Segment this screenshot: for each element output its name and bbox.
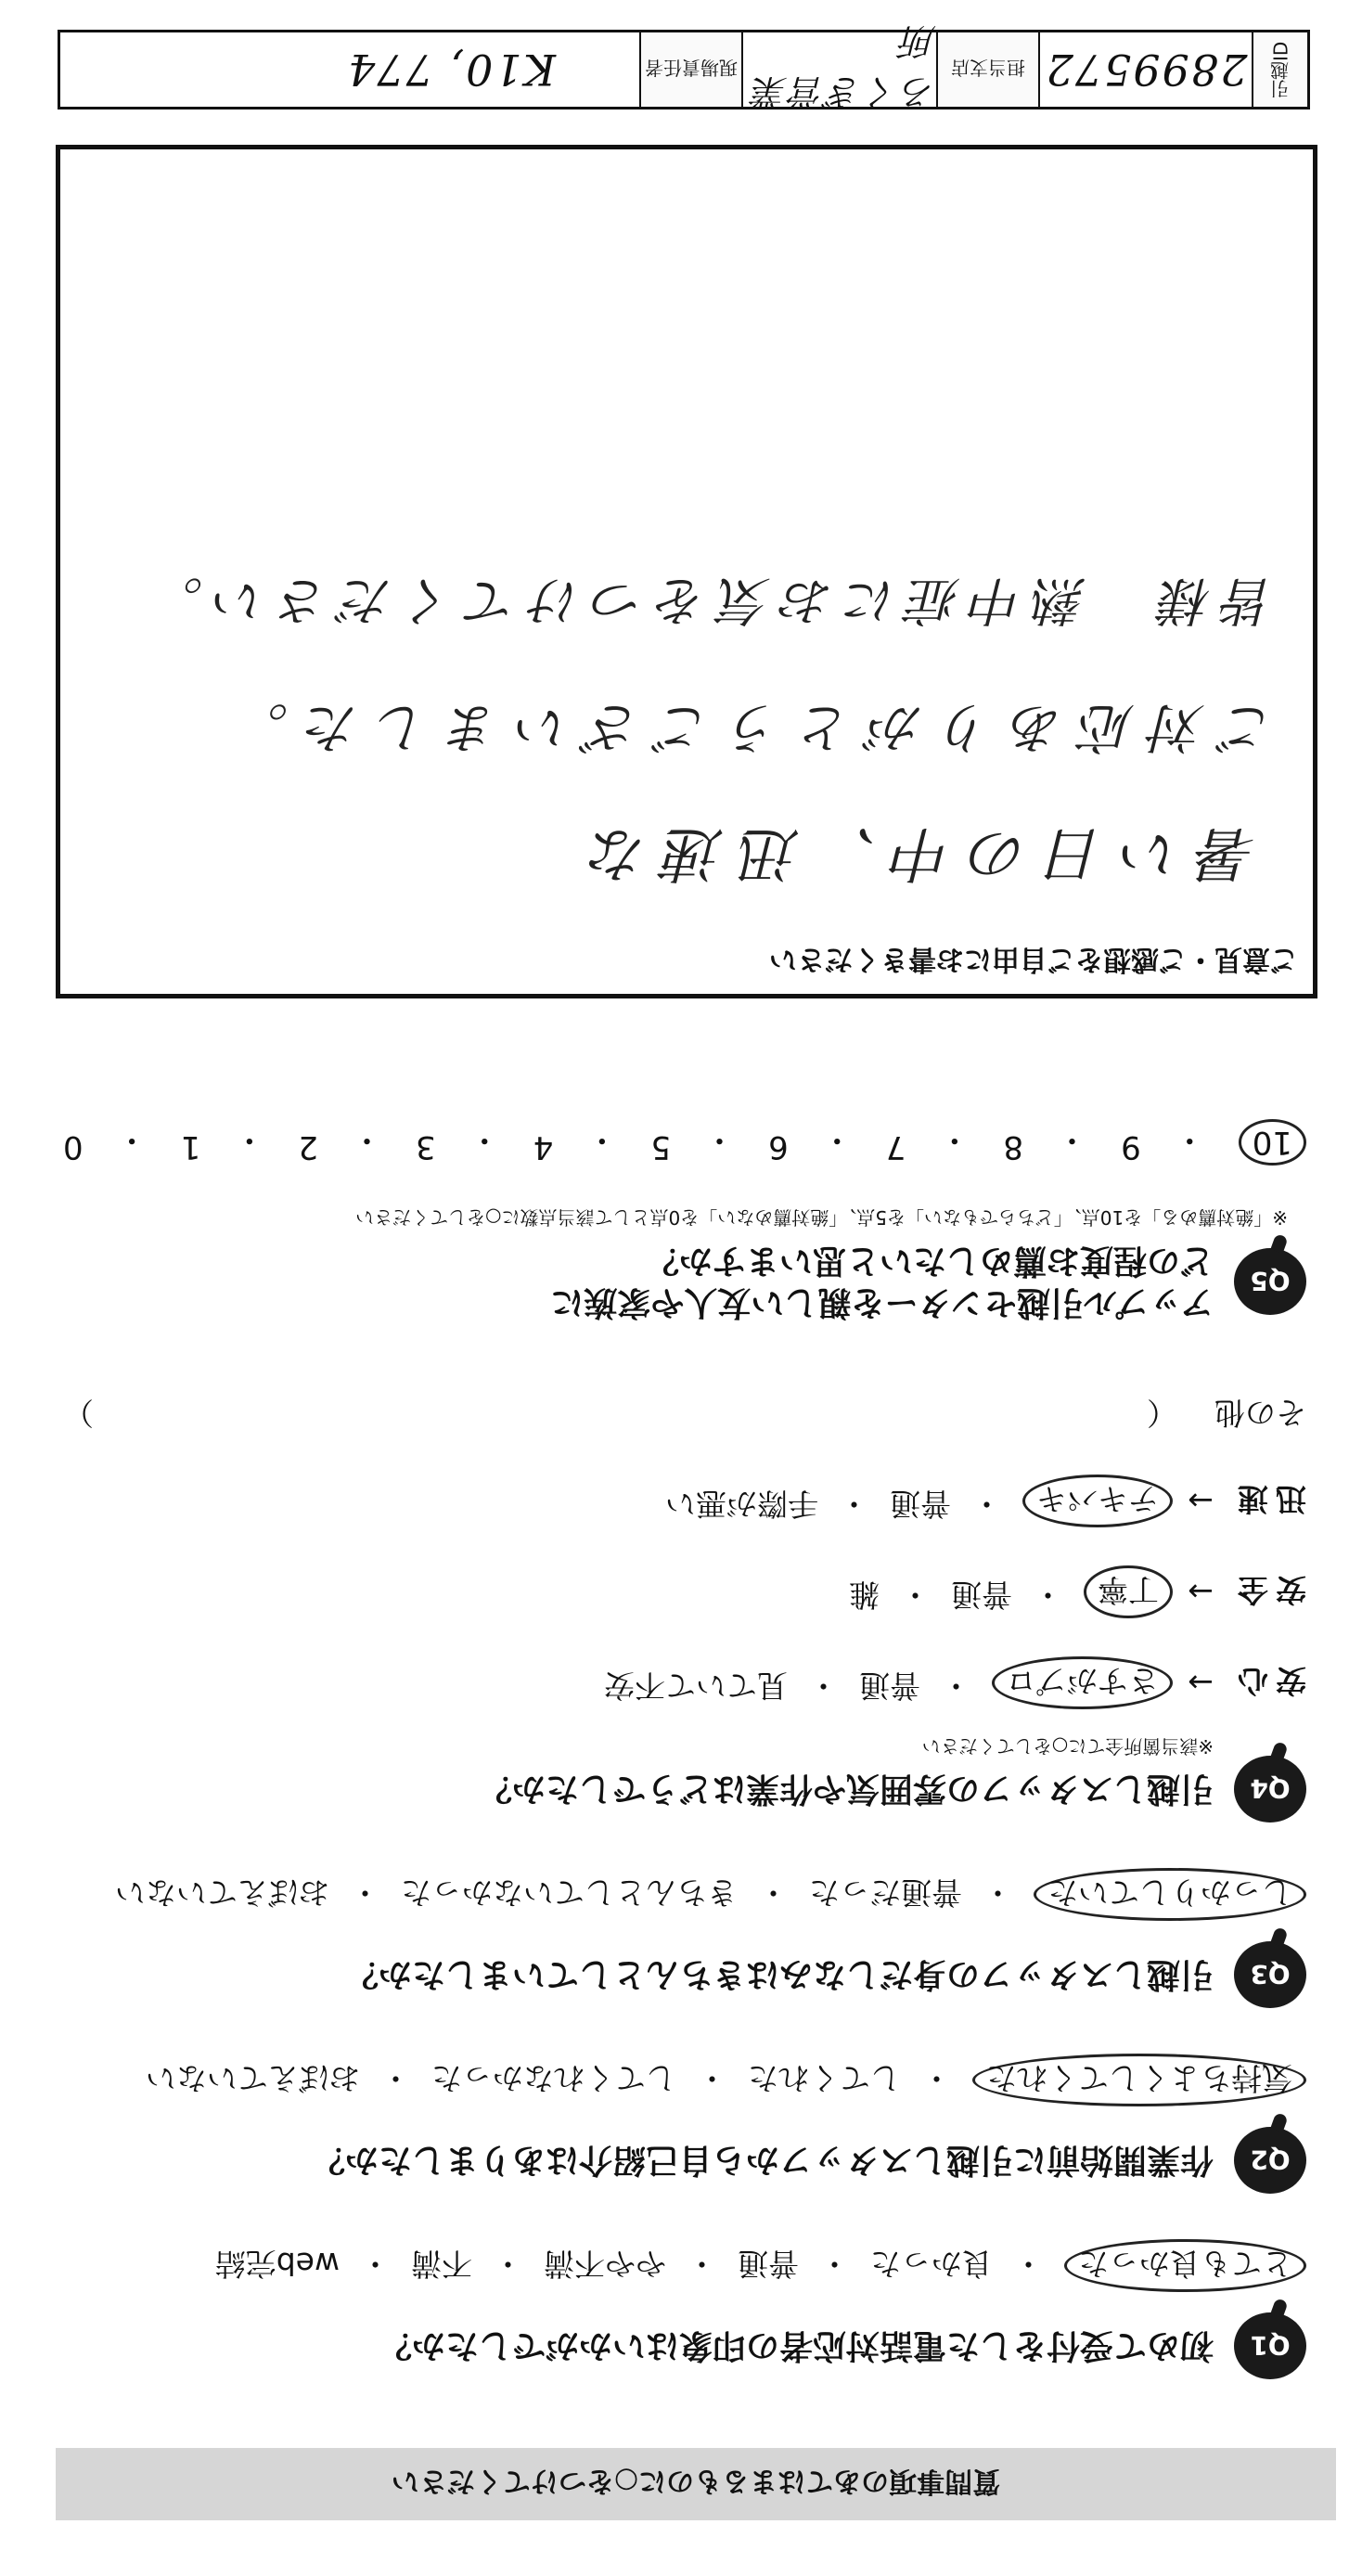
score-option[interactable]: 7 — [885, 1128, 906, 1166]
q4-choice[interactable]: 見ていて不安 — [604, 1668, 788, 1704]
q5-question-line1: アップル引越センターを親しい友人や家族に — [550, 1283, 1214, 1321]
score-option[interactable]: 4 — [533, 1128, 554, 1166]
score-option[interactable]: 9 — [1121, 1128, 1141, 1166]
handwritten-line: ご対応ありがとうございました。 — [217, 696, 1276, 759]
q4-choice[interactable]: 雑 — [849, 1577, 880, 1613]
branch-label: 担当支店 — [936, 32, 1038, 107]
leader-label: 現場責任者 — [639, 32, 741, 107]
q4-row-head: 安全 — [1230, 1572, 1306, 1608]
arrow-icon: → — [1188, 1483, 1214, 1519]
q2-option[interactable]: おぼえていない — [146, 2060, 360, 2096]
q1-badge: Q1 — [1234, 2312, 1306, 2379]
q4-choice[interactable]: 丁寧 — [1084, 1565, 1173, 1618]
q4-choice[interactable]: テキパキ — [1022, 1475, 1173, 1527]
q2-badge: Q2 — [1234, 2127, 1306, 2194]
q3-badge: Q3 — [1234, 1941, 1306, 2008]
comment-title: ご意見・ご感想をご自由にお書きください — [769, 943, 1298, 975]
comment-box[interactable] — [56, 145, 1317, 998]
q4 — [479, 1756, 1306, 1823]
q4-badge: Q4 — [1234, 1756, 1306, 1823]
q1-option[interactable]: やや不満 — [544, 2246, 666, 2282]
q4-other-open: （ — [1147, 1395, 1177, 1431]
header-table — [58, 20, 1310, 112]
q1 — [379, 2312, 1306, 2379]
q4-other — [63, 1393, 1306, 1436]
q1-options: とても良かった ・ 良かった ・ 普通 ・ やや不満 ・ 不満 ・ web完結 — [215, 2239, 1306, 2292]
q4-note: ※該当箇所全てに○をしてください — [921, 1735, 1214, 1758]
q1-question: 初めて受付をした電話対応者の印象はいかがでしたか？ — [378, 2326, 1214, 2365]
instruction-band: 質問事項のあてはまるものに○をつけてください — [56, 2448, 1336, 2520]
q1-option[interactable]: 不満 — [411, 2246, 472, 2282]
leader-value: K10, 774 — [346, 45, 556, 95]
q2-question: 作業開始前に引越しスタッフから自己紹介はありましたか？ — [311, 2141, 1214, 2180]
q4-row-anzen: 安全 → 丁寧 ・ 普通 ・ 雑 — [849, 1565, 1306, 1618]
q4-choice[interactable]: 普通 — [890, 1486, 951, 1522]
id-label: 引越ID — [1252, 32, 1307, 107]
q4-row-head: 迅速 — [1230, 1481, 1306, 1517]
q4-choice[interactable]: 普通 — [859, 1668, 920, 1704]
q4-row-anshin: 安心 → さすがプロ ・ 普通 ・ 見ていて不安 — [604, 1656, 1306, 1709]
q1-option[interactable]: 良かった — [870, 2246, 993, 2282]
arrow-icon: → — [1188, 1574, 1214, 1610]
q4-row-jinsoku: 迅速 → テキパキ ・ 普通 ・ 手際が悪い — [665, 1475, 1306, 1527]
q4-choice[interactable]: 普通 — [951, 1577, 1012, 1613]
q4-choice[interactable]: 手際が悪い — [665, 1486, 818, 1522]
q3-options: しっかりしていた ・ 普通だった ・ きちんとしていなかった ・ おぼえていない — [115, 1868, 1306, 1921]
score-option[interactable]: 0 — [63, 1128, 84, 1166]
q5-note: ※「絶対薦める」を10点、「どちらでもない」を5点、「絶対薦めない」を0点として該当点数に○をしてください — [355, 1206, 1288, 1229]
q4-other-close: ） — [63, 1395, 94, 1431]
handwritten-line: 暑い日の中、迅速な — [572, 818, 1257, 887]
score-option[interactable]: 10 — [1239, 1119, 1306, 1166]
q3-option[interactable]: きちんとしていなかった — [401, 1874, 738, 1911]
q5-question — [550, 1240, 1214, 1323]
q3-option[interactable]: 普通だった — [809, 1874, 962, 1911]
q1-option[interactable]: とても良かった — [1064, 2239, 1306, 2292]
q5-badge: Q5 — [1234, 1248, 1306, 1315]
score-option[interactable]: 1 — [180, 1128, 201, 1166]
q2-option[interactable]: 気持ちよくしてくれた — [972, 2054, 1306, 2106]
q2-option[interactable]: してくれた — [748, 2060, 901, 2096]
score-option[interactable]: 8 — [1003, 1128, 1024, 1166]
q5 — [550, 1240, 1306, 1323]
q2-option[interactable]: してくれなかった — [431, 2060, 676, 2096]
q5-scale: 10 ・ 9 ・ 8 ・ 7 ・ 6 ・ 5 ・ 4 ・ 3 ・ 2 ・ 1 ・ 0 — [63, 1119, 1306, 1166]
handwritten-line: 皆様 熱中症にお気をつけてください。 — [140, 570, 1276, 630]
arrow-icon: → — [1188, 1665, 1214, 1701]
q5-question-line2: どの程度お薦めしたいと思いますか？ — [645, 1242, 1214, 1280]
q2 — [312, 2127, 1306, 2194]
q3-option[interactable]: しっかりしていた — [1034, 1868, 1306, 1921]
q4-other-label: その他 — [1214, 1395, 1306, 1431]
q4-question: 引越しスタッフの雰囲気や作業はどうでしたか？ — [478, 1770, 1214, 1809]
score-option[interactable]: 3 — [416, 1128, 436, 1166]
q2-options: 気持ちよくしてくれた ・ してくれた ・ してくれなかった ・ おぼえていない — [146, 2054, 1306, 2106]
score-option[interactable]: 2 — [298, 1128, 318, 1166]
score-option[interactable]: 5 — [650, 1128, 672, 1166]
q3-question: 引越しスタッフの身だしなみはきちんとしていましたか？ — [344, 1955, 1214, 1994]
branch-value: ろくぎ営業所 — [741, 32, 936, 107]
q1-option[interactable]: web完結 — [214, 2246, 340, 2282]
q4-row-head: 安心 — [1230, 1663, 1306, 1699]
id-value: 2899572 — [1038, 32, 1252, 107]
score-option[interactable]: 6 — [768, 1128, 789, 1166]
q3 — [345, 1941, 1306, 2008]
q4-choice[interactable]: さすがプロ — [992, 1656, 1173, 1709]
q3-option[interactable]: おぼえていない — [115, 1874, 329, 1911]
q1-option[interactable]: 普通 — [738, 2246, 799, 2282]
